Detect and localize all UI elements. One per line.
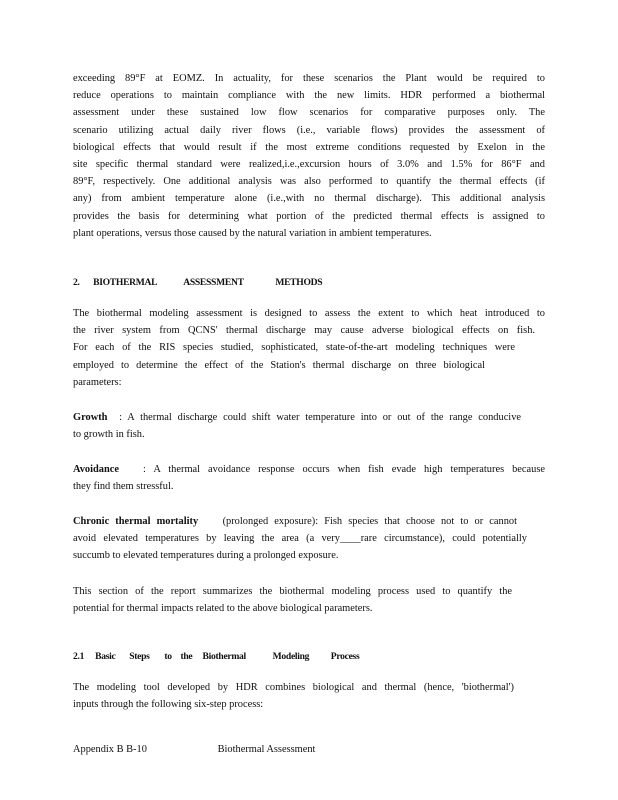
text-line: succumb to elevated temperatures during a prolonged exposure. (73, 550, 339, 562)
text-line: any) from ambient temperature alone (i.e.,with no thermal discharge). This additional analysis (73, 193, 545, 205)
text-line: avoid elevated temperatures by leaving the area (a very____rare circumstance), could potentially (73, 533, 527, 545)
growth-definition (73, 409, 545, 443)
heading-word: Biothermal (202, 651, 246, 662)
summary-paragraph (73, 583, 545, 617)
avoidance-text: : A thermal avoidance response occurs when fish evade high temperatures because (143, 464, 545, 475)
section-2-1-paragraph (73, 679, 545, 713)
growth-text: : A thermal discharge could shift water temperature into or out of the range conducive (119, 412, 521, 423)
text-line: The biothermal modeling assessment is designed to assess the extent to which heat introduced to (73, 308, 545, 319)
text-line: parameters: (73, 376, 122, 388)
heading-word: Process (330, 651, 360, 662)
text-line: the river system from QCNS' thermal discharge may cause adverse biological effects on fish. (73, 325, 535, 337)
text-line (73, 409, 521, 426)
text-line: they find them stressful. (73, 481, 174, 493)
chronic-term: Chronic thermal mortality (73, 516, 199, 527)
section-2-1-heading (73, 651, 359, 662)
text-line: employed to determine the effect of the Station's thermal discharge on three biological (73, 359, 485, 371)
chronic-text: (prolonged exposure): Fish species that choose not to or cannot (222, 516, 517, 527)
heading-word: Modeling (272, 651, 310, 662)
growth-term: Growth (73, 412, 108, 423)
text-line: This section of the report summarizes the biothermal modeling process used to quantify the (73, 586, 512, 597)
avoidance-definition (73, 461, 545, 495)
text-line: The modeling tool developed by HDR combines biological and thermal (hence, 'biothermal') (73, 682, 514, 693)
text-line (73, 513, 517, 530)
text-line: site specific thermal standard were realized,i.e.,excursion hours of 3.0% and 1.5% for 86°F and (73, 159, 545, 171)
footer-appendix: Appendix B B-10 (73, 744, 147, 755)
heading-word: to (164, 651, 172, 662)
text-line: potential for thermal impacts related to the above biological parameters. (73, 603, 373, 615)
text-line (73, 461, 545, 478)
section-number: 2.1 (73, 651, 85, 662)
heading-word: Basic (95, 651, 116, 662)
avoidance-term: Avoidance (73, 464, 119, 475)
heading-word: METHODS (275, 277, 323, 288)
page-footer (73, 744, 315, 755)
chronic-mortality-definition (73, 513, 545, 565)
text-line: to growth in fish. (73, 429, 145, 441)
text-line: biological effects that would result if the most extreme conditions requested by Exelon in the (73, 141, 545, 153)
text-line: For each of the RIS species studied, sophisticated, state-of-the-art modeling techniques were (73, 342, 515, 354)
text-line: inputs through the following six-step process: (73, 699, 264, 711)
heading-word: Steps (129, 651, 150, 662)
heading-word: the (180, 651, 193, 662)
section-2-heading (73, 277, 322, 288)
text-line: exceeding 89°F at EOMZ. In actuality, for these scenarios the Plant would be required to (73, 73, 545, 84)
text-line: 89°F, respectively. One additional analysis was also performed to quantify the thermal effects (if (73, 176, 545, 188)
footer-title: Biothermal Assessment (217, 744, 316, 755)
section-number: 2. (73, 277, 80, 288)
text-line: reduce operations to maintain compliance with the new limits. HDR performed a biothermal (73, 90, 545, 102)
section-2-paragraph (73, 305, 545, 391)
intro-paragraph (73, 70, 545, 242)
text-line: plant operations, versus those caused by the natural variation in ambient temperatures. (73, 227, 432, 239)
text-line: provides the basis for determining what portion of the predicted thermal effects is assigned to (73, 210, 545, 222)
heading-word: ASSESSMENT (183, 277, 244, 288)
heading-word: BIOTHERMAL (93, 277, 158, 288)
text-line: assessment under these sustained low flow scenarios for comparative purposes only. The (73, 107, 545, 119)
text-line: scenario utilizing actual daily river flows (i.e., variable flows) provides the assessment of (73, 124, 545, 136)
